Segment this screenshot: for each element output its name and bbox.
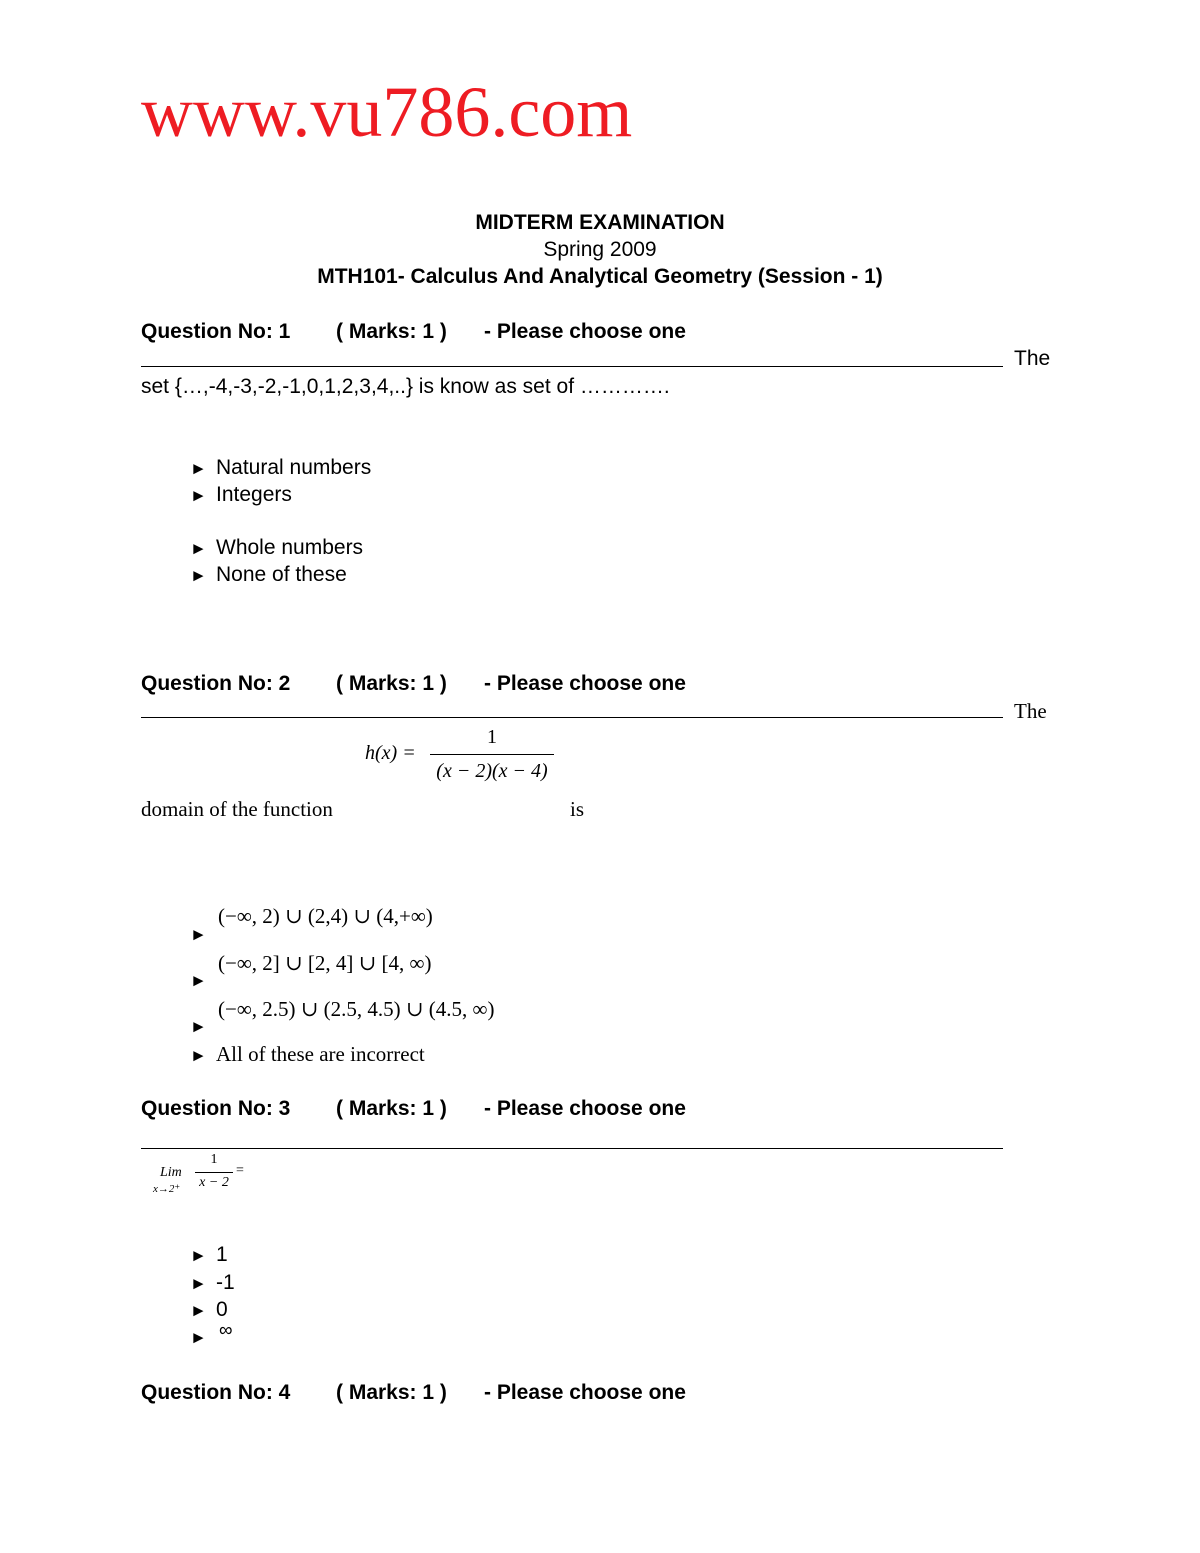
question-marks: ( Marks: 1 ) xyxy=(336,1381,447,1404)
question-1-lead: The xyxy=(1014,347,1051,370)
site-logo: www.vu786.com xyxy=(141,72,633,152)
bullet-icon: ► xyxy=(190,1301,207,1320)
fraction-bar xyxy=(430,754,554,755)
option[interactable] xyxy=(190,1042,425,1067)
question-3-heading xyxy=(141,1097,686,1121)
question-instruction: - Please choose one xyxy=(484,1381,686,1404)
option[interactable] xyxy=(190,456,371,480)
option[interactable] xyxy=(190,1243,228,1267)
function-lhs: h(x) = xyxy=(365,742,416,764)
option[interactable] xyxy=(190,1298,228,1322)
option-label[interactable]: (−∞, 2.5) ∪ (2.5, 4.5) ∪ (4.5, ∞) xyxy=(218,997,495,1021)
bullet-icon: ► xyxy=(190,1274,207,1293)
option-label: Whole numbers xyxy=(216,536,364,559)
option-label: Natural numbers xyxy=(216,456,372,479)
question-2-text: domain of the function xyxy=(141,797,333,821)
question-number: Question No: 1 xyxy=(141,320,291,343)
question-2-lead: The xyxy=(1014,699,1047,723)
option-label: 0 xyxy=(216,1298,228,1321)
question-2-rule xyxy=(141,717,1003,718)
bullet-icon: ► xyxy=(190,486,207,505)
question-marks: ( Marks: 1 ) xyxy=(336,320,447,343)
option-label: None of these xyxy=(216,563,347,586)
option-label: -1 xyxy=(216,1271,235,1294)
option-label[interactable]: ∞ xyxy=(219,1320,233,1341)
option[interactable] xyxy=(190,536,363,560)
limit-numerator: 1 xyxy=(210,1152,218,1167)
question-2-text-after: is xyxy=(570,797,585,821)
option-label: All of these are incorrect xyxy=(216,1042,425,1066)
bullet-icon: ► xyxy=(190,1046,207,1065)
limit-subscript: x→2⁺ xyxy=(153,1183,181,1195)
bullet-icon: ► xyxy=(190,1246,207,1265)
question-instruction: - Please choose one xyxy=(484,672,686,695)
question-1-heading xyxy=(141,320,686,344)
limit-word: Lim xyxy=(160,1165,182,1180)
question-3-rule xyxy=(141,1148,1003,1149)
question-number: Question No: 2 xyxy=(141,672,291,695)
question-instruction: - Please choose one xyxy=(484,1097,686,1120)
limit-equals: = xyxy=(236,1163,244,1178)
question-number: Question No: 4 xyxy=(141,1381,291,1404)
bullet-icon: ► xyxy=(190,971,207,990)
bullet-icon: ► xyxy=(190,1017,207,1036)
function-denominator: (x − 2)(x − 4) xyxy=(436,760,548,782)
question-marks: ( Marks: 1 ) xyxy=(336,672,447,695)
bullet-icon: ► xyxy=(190,539,207,558)
question-4-heading xyxy=(141,1381,686,1405)
option-label: 1 xyxy=(216,1243,228,1266)
option[interactable] xyxy=(190,1271,235,1295)
bullet-icon: ► xyxy=(190,1328,207,1347)
exam-term: Spring 2009 xyxy=(543,238,657,261)
option[interactable] xyxy=(190,483,292,507)
function-numerator: 1 xyxy=(487,726,497,748)
bullet-icon: ► xyxy=(190,459,207,478)
bullet-icon: ► xyxy=(190,566,207,585)
question-1-rule xyxy=(141,366,1003,367)
question-number: Question No: 3 xyxy=(141,1097,291,1120)
course-title: MTH101- Calculus And Analytical Geometry (Session - 1) xyxy=(317,265,883,288)
question-1-text: set {…,-4,-3,-2,-1,0,1,2,3,4,..} is know as set of …………. xyxy=(141,375,670,398)
option-label[interactable]: (−∞, 2) ∪ (2,4) ∪ (4,+∞) xyxy=(218,904,433,928)
bullet-icon: ► xyxy=(190,925,207,944)
option-label[interactable]: (−∞, 2] ∪ [2, 4] ∪ [4, ∞) xyxy=(218,951,432,975)
question-marks: ( Marks: 1 ) xyxy=(336,1097,447,1120)
option-label: Integers xyxy=(216,483,292,506)
question-instruction: - Please choose one xyxy=(484,320,686,343)
option[interactable] xyxy=(190,563,347,587)
exam-title: MIDTERM EXAMINATION xyxy=(475,211,725,234)
question-2-heading xyxy=(141,672,686,696)
fraction-bar xyxy=(195,1172,233,1173)
limit-denominator: x − 2 xyxy=(199,1175,229,1190)
